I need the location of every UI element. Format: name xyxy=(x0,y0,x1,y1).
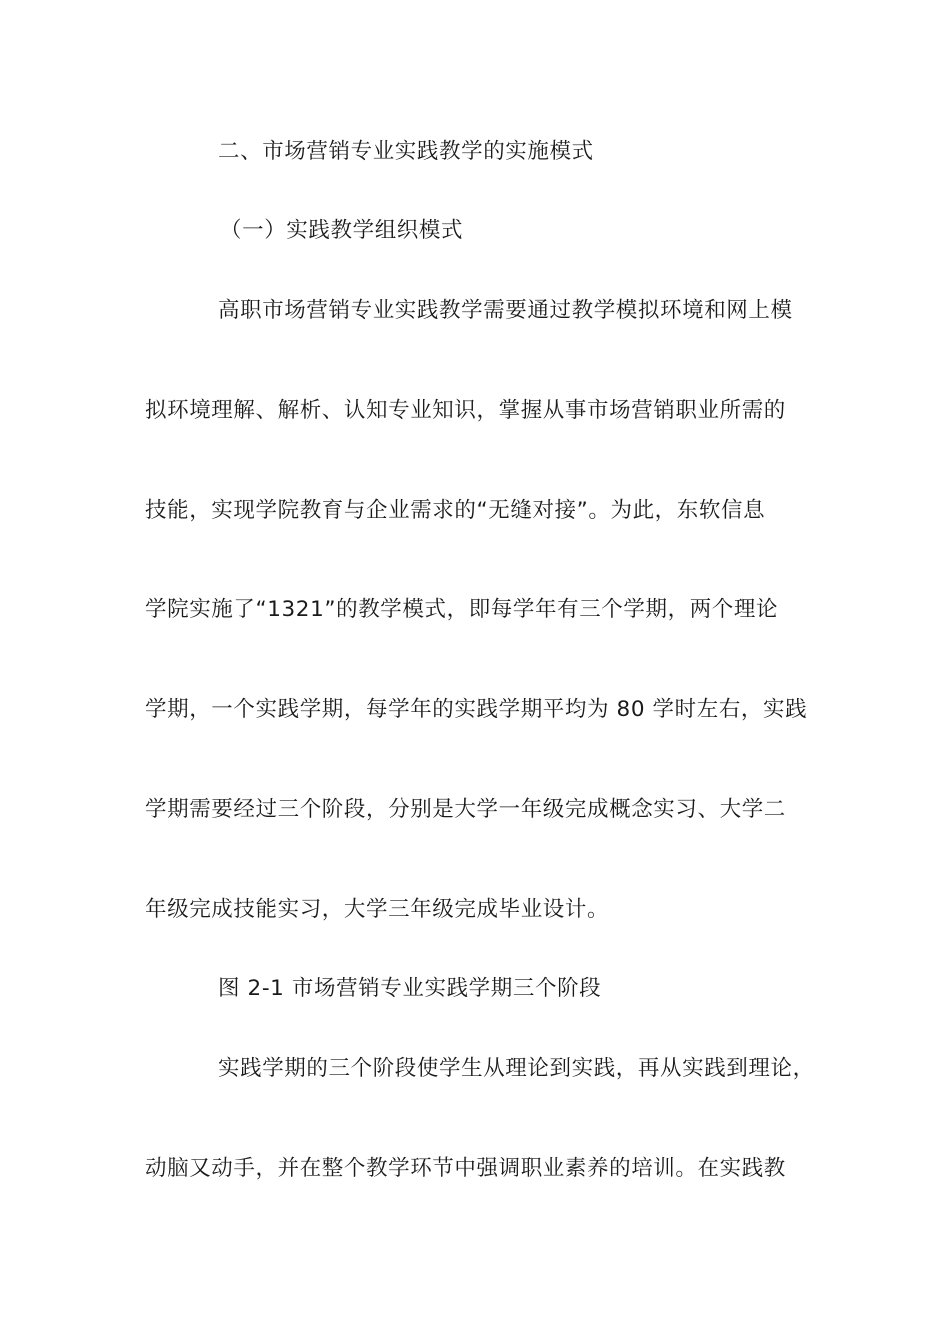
paragraph1-line: 技能，实现学院教育与企业需求的“无缝对接”。为此，东软信息 xyxy=(145,498,766,523)
paragraph1-line: 拟环境理解、解析、认知专业知识，掌握从事市场营销职业所需的 xyxy=(145,398,786,423)
paragraph1-line: 学院实施了“1321”的教学模式，即每学年有三个学期，两个理论 xyxy=(145,597,779,622)
section-heading: 二、市场营销专业实践教学的实施模式 xyxy=(218,139,594,164)
paragraph2-line: 动脑又动手，并在整个教学环节中强调职业素养的培训。在实践教 xyxy=(145,1156,786,1181)
paragraph1-line: 高职市场营销专业实践教学需要通过教学模拟环境和网上模 xyxy=(218,298,793,323)
paragraph1-line: 学期需要经过三个阶段，分别是大学一年级完成概念实习、大学二 xyxy=(145,797,786,822)
paragraph1-line: 年级完成技能实习，大学三年级完成毕业设计。 xyxy=(145,897,610,922)
paragraph1-line: 学期，一个实践学期，每学年的实践学期平均为 80 学时左右，实践 xyxy=(145,697,808,722)
figure-caption: 图 2-1 市场营销专业实践学期三个阶段 xyxy=(218,976,602,1001)
paragraph2-line: 实践学期的三个阶段使学生从理论到实践，再从实践到理论， xyxy=(218,1056,815,1081)
subsection-heading: （一）实践教学组织模式 xyxy=(220,218,464,243)
